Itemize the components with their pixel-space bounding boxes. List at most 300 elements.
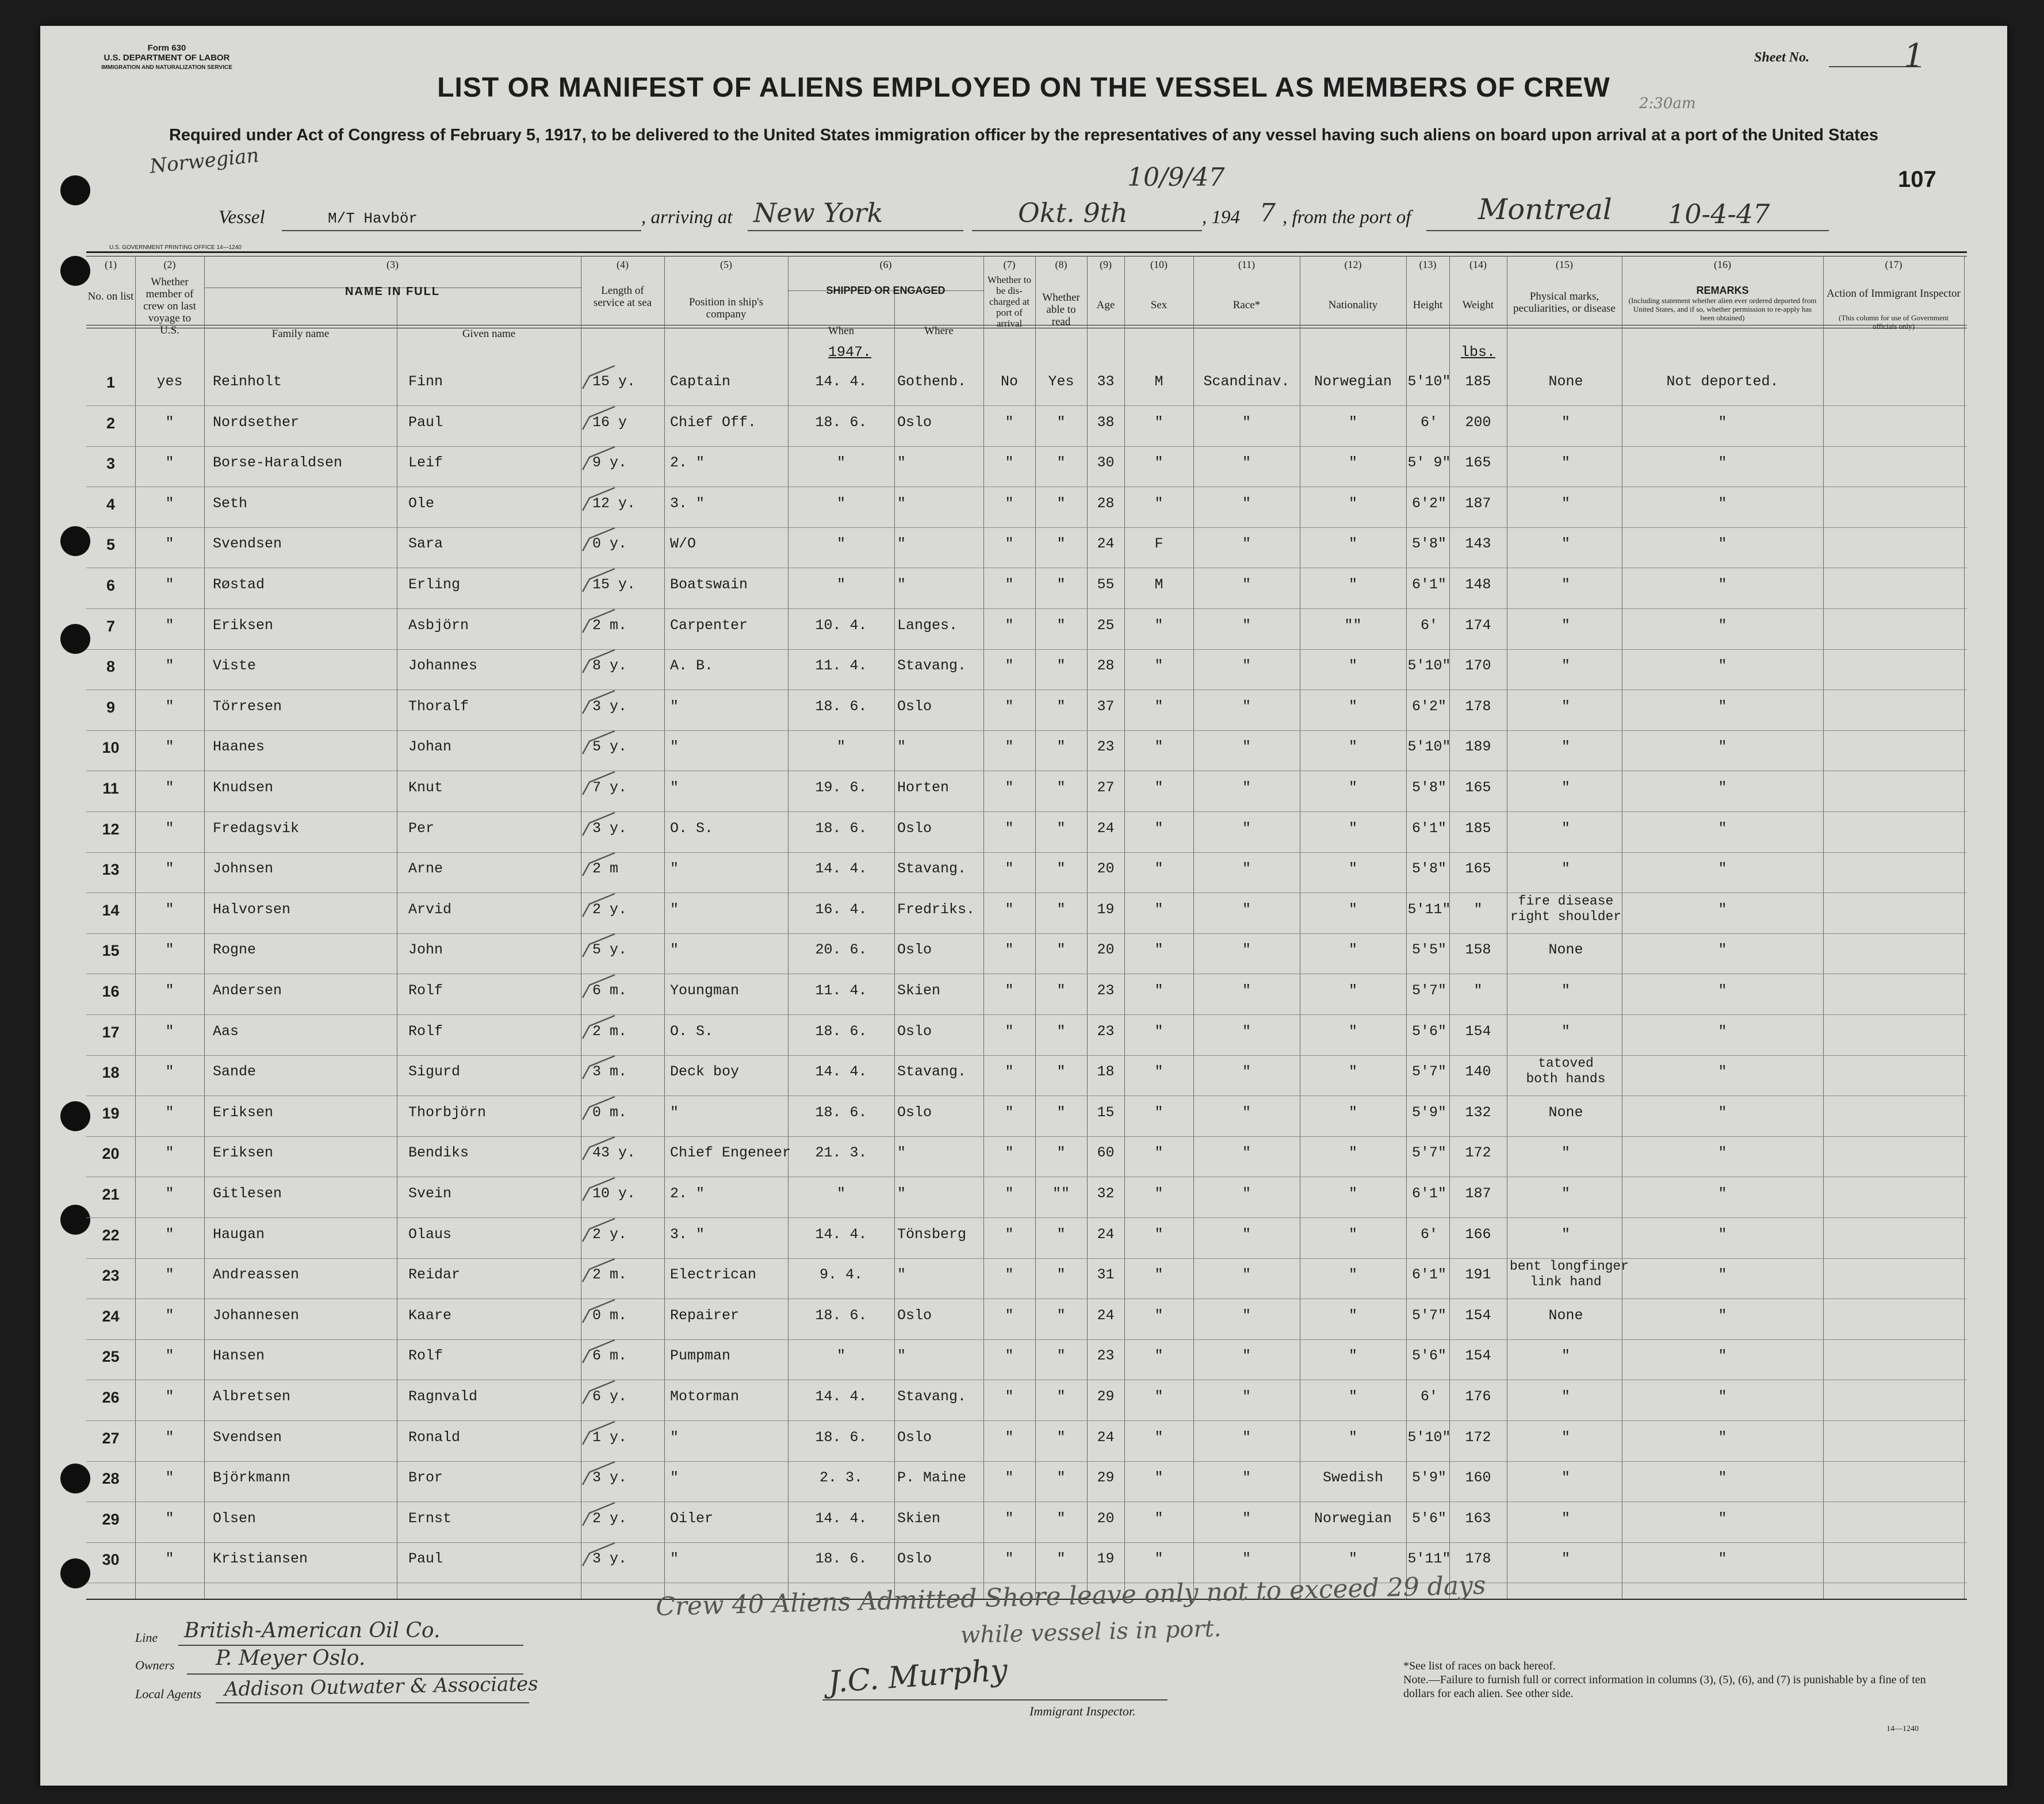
cell-able-read: " [1057, 738, 1066, 756]
cell-height: 5'10" [1407, 657, 1451, 675]
cell-crew-last-voyage: " [165, 1428, 174, 1446]
cell-race: " [1242, 1104, 1251, 1121]
cell-race: " [1242, 982, 1251, 999]
pencil-check-icon [578, 363, 618, 392]
cell-given-name: Finn [408, 373, 443, 390]
cell-family-name: Haanes [213, 738, 265, 756]
cell-able-read: " [1057, 779, 1066, 796]
cell-family-name: Sande [213, 1063, 257, 1081]
cell-race: " [1242, 454, 1251, 472]
cell-length-service: 2 m. [592, 616, 627, 634]
cell-able-read: " [1057, 1266, 1066, 1284]
row-divider [86, 933, 1967, 934]
cell-discharged: " [1005, 657, 1014, 675]
cell-physical-marks: " [1561, 1469, 1570, 1487]
cell-race: " [1242, 941, 1251, 959]
cell-age: 60 [1097, 1144, 1115, 1162]
cell-given-name: Per [408, 819, 435, 837]
cell-length-service: 9 y. [592, 454, 627, 472]
cell-age: 19 [1097, 1550, 1115, 1568]
cell-shipped-where: Stavang. [897, 1063, 967, 1081]
cell-shipped-when: 18. 6. [815, 413, 867, 431]
cell-sex: " [1154, 454, 1163, 472]
cell-remarks: " [1718, 576, 1727, 593]
col-number: (11) [1238, 259, 1256, 270]
pencil-check-icon [578, 1054, 618, 1082]
row-divider [86, 649, 1967, 650]
pencil-check-icon [578, 1013, 618, 1042]
cell-family-name: Eriksen [213, 1144, 274, 1162]
cell-shipped-where: " [897, 576, 906, 593]
cell-height: 5'7" [1411, 982, 1446, 999]
cell-shipped-when: 14. 4. [815, 1510, 867, 1527]
cell-shipped-where: " [897, 495, 906, 512]
cell-crew-last-voyage: " [165, 1550, 174, 1568]
sheet-number-label: Sheet No. [1754, 50, 1809, 65]
cell-shipped-where: Horten [897, 779, 950, 796]
cell-length-service: 3 y. [592, 1550, 627, 1568]
cell-discharged: " [1005, 1469, 1014, 1487]
row-divider [86, 1461, 1967, 1462]
cell-remarks: " [1718, 413, 1727, 431]
cell-shipped-when: 18. 6. [815, 1307, 867, 1324]
cell-crew-last-voyage: " [165, 941, 174, 959]
cell-height: 6'2" [1411, 495, 1446, 512]
cell-family-name: Gitlesen [213, 1185, 282, 1202]
cell-nationality: " [1348, 1307, 1357, 1324]
cell-discharged: " [1005, 941, 1014, 959]
cell-given-name: Ole [408, 495, 435, 512]
cell-shipped-where: " [897, 738, 906, 756]
cell-given-name: Paul [408, 1550, 443, 1568]
cell-shipped-when: 18. 6. [815, 698, 867, 715]
cell-length-service: 3 y. [592, 1469, 627, 1487]
cell-race: " [1242, 1550, 1251, 1568]
cell-length-service: 10 y. [592, 1185, 636, 1202]
row-divider [86, 1055, 1967, 1056]
cell-crew-last-voyage: " [165, 1104, 174, 1121]
cell-shipped-when: 19. 6. [815, 779, 867, 796]
cell-family-name: Björkmann [213, 1469, 291, 1487]
cell-race: " [1242, 495, 1251, 512]
cell-weight: 165 [1465, 779, 1491, 796]
cell-nationality: "" [1344, 616, 1362, 634]
line-value: British-American Oil Co. [184, 1619, 441, 1642]
from-port-value: Montreal [1478, 193, 1612, 226]
cell-race: " [1242, 860, 1251, 878]
cell-discharged: " [1005, 576, 1014, 593]
cell-length-service: 2 m [592, 860, 619, 878]
cell-discharged: " [1005, 1266, 1014, 1284]
cell-shipped-when: 18. 6. [815, 1104, 867, 1121]
cell-discharged: " [1005, 1225, 1014, 1243]
cell-length-service: 0 m. [592, 1104, 627, 1121]
col-number: (9) [1100, 259, 1112, 270]
nationality-annotation: Norwegian [148, 144, 261, 178]
cell-discharged: " [1005, 495, 1014, 512]
cell-length-service: 16 y [592, 413, 627, 431]
owners-value: P. Meyer Oslo. [216, 1646, 366, 1670]
cell-shipped-where: P. Maine [897, 1469, 967, 1487]
cell-remarks: Not deported. [1666, 373, 1779, 390]
cell-family-name: Borse-Haraldsen [213, 454, 343, 472]
cell-weight: 189 [1465, 738, 1491, 756]
cell-able-read: " [1057, 1469, 1066, 1487]
cell-length-service: 6 m. [592, 982, 627, 999]
cell-race: " [1242, 901, 1251, 918]
cell-discharged: " [1005, 1428, 1014, 1446]
line-label: Line [135, 1630, 158, 1645]
cell-crew-last-voyage: " [165, 1185, 174, 1202]
cell-crew-last-voyage: " [165, 1510, 174, 1527]
cell-family-name: Johnsen [213, 860, 274, 878]
cell-crew-last-voyage: " [165, 698, 174, 715]
cell-remarks: " [1718, 901, 1727, 918]
cell-race: " [1242, 1428, 1251, 1446]
cell-shipped-where: " [897, 1185, 906, 1202]
cell-height: 5'6" [1411, 1510, 1446, 1527]
arriving-label: , arriving at [641, 207, 733, 228]
cell-length-service: 3 y. [592, 698, 627, 715]
cell-age: 38 [1097, 413, 1115, 431]
cell-given-name: Johannes [408, 657, 478, 675]
cell-weight: " [1473, 982, 1483, 999]
cell-race: " [1242, 698, 1251, 715]
cell-shipped-when: " [836, 454, 845, 472]
cell-sex: " [1154, 413, 1163, 431]
cell-weight: 154 [1465, 1347, 1491, 1365]
page-stamp: 107 [1898, 167, 1936, 192]
cell-weight: 178 [1465, 1550, 1491, 1568]
cell-length-service: 43 y. [592, 1144, 636, 1162]
cell-age: 24 [1097, 819, 1115, 837]
weight-unit: lbs. [1461, 344, 1496, 361]
cell-family-name: Svendsen [213, 535, 282, 553]
cell-remarks: " [1718, 1307, 1727, 1324]
cell-shipped-where: Oslo [897, 1104, 932, 1121]
pencil-check-icon [578, 1175, 618, 1204]
page-subtitle: Required under Act of Congress of February 5, 1917, to be delivered to the United States immigration officer by the representatives of any vessel having such aliens on board upon arrival at a port of the United States [169, 126, 1879, 144]
header-remarks: REMARKS [1696, 285, 1749, 296]
cell-age: 23 [1097, 1022, 1115, 1040]
cell-discharged: " [1005, 819, 1014, 837]
cell-height: 5'10" [1407, 738, 1451, 756]
cell-shipped-where: " [897, 535, 906, 553]
pencil-check-icon [578, 526, 618, 554]
cell-able-read: Yes [1048, 373, 1074, 390]
cell-race: " [1242, 576, 1251, 593]
cell-sex: " [1154, 698, 1163, 715]
cell-physical-marks: bent longfinger link hand [1510, 1259, 1629, 1290]
pencil-check-icon [578, 566, 618, 595]
cell-physical-marks: " [1561, 1510, 1570, 1527]
pencil-check-icon [578, 1419, 618, 1448]
cell-sex: " [1154, 1266, 1163, 1284]
pencil-check-icon [578, 1216, 618, 1245]
header-action-note: (This column for use of Government officials only) [1839, 313, 1949, 331]
cell-weight: 154 [1465, 1022, 1491, 1040]
cell-race: " [1242, 1022, 1251, 1040]
cell-age: 24 [1097, 1225, 1115, 1243]
row-divider [86, 1136, 1967, 1137]
cell-length-service: 2 m. [592, 1022, 627, 1040]
cell-nationality: " [1348, 1225, 1357, 1243]
cell-given-name: Arne [408, 860, 443, 878]
pencil-check-icon [578, 1460, 618, 1488]
cell-crew-last-voyage: " [165, 495, 174, 512]
cell-height: 5'11" [1407, 901, 1451, 918]
cell-remarks: " [1718, 1510, 1727, 1527]
cell-nationality: " [1348, 901, 1357, 918]
cell-nationality: Swedish [1322, 1469, 1384, 1487]
cell-discharged: No [1000, 373, 1018, 390]
cell-discharged: " [1005, 413, 1014, 431]
cell-age: 15 [1097, 1104, 1115, 1121]
cell-discharged: " [1005, 1022, 1014, 1040]
cell-physical-marks: " [1561, 576, 1570, 593]
cell-remarks: " [1718, 941, 1727, 959]
header-given-name: Given name [462, 328, 516, 340]
cell-crew-last-voyage: yes [156, 373, 183, 390]
cell-weight: 185 [1465, 819, 1491, 837]
cell-position: " [670, 901, 679, 918]
cell-shipped-where: Stavang. [897, 1388, 967, 1405]
row-number: 2 [106, 414, 116, 432]
cell-nationality: " [1348, 779, 1357, 796]
cell-family-name: Rogne [213, 941, 257, 959]
form-identification [92, 43, 242, 72]
header-no-on-list: No. on list [87, 290, 134, 302]
row-divider [86, 1217, 1967, 1218]
cell-height: 6' [1420, 1388, 1438, 1405]
header-length-service: Length of service at sea [593, 285, 652, 309]
cell-family-name: Nordsether [213, 413, 300, 431]
cell-able-read: " [1057, 1510, 1066, 1527]
cell-remarks: " [1718, 1022, 1727, 1040]
cell-age: 25 [1097, 616, 1115, 634]
cell-remarks: " [1718, 819, 1727, 837]
printing-office-note: U.S. GOVERNMENT PRINTING OFFICE 14—1240 [109, 244, 242, 251]
cell-discharged: " [1005, 1104, 1014, 1121]
cell-shipped-when: " [836, 535, 845, 553]
cell-given-name: Arvid [408, 901, 452, 918]
cell-position: " [670, 1550, 679, 1568]
cell-position: 3. " [670, 1225, 705, 1243]
row-divider [86, 852, 1967, 853]
cell-physical-marks: " [1561, 616, 1570, 634]
cell-height: 5'9" [1411, 1469, 1446, 1487]
cell-height: 5'8" [1411, 779, 1446, 796]
cell-shipped-where: Oslo [897, 941, 932, 959]
cell-family-name: Haugan [213, 1225, 265, 1243]
pencil-check-icon [578, 1541, 618, 1569]
cell-height: 6' [1420, 413, 1438, 431]
cell-given-name: Bendiks [408, 1144, 469, 1162]
row-number: 30 [102, 1551, 120, 1569]
cell-physical-marks: " [1561, 738, 1570, 756]
cell-height: 6'1" [1411, 819, 1446, 837]
cell-shipped-when: " [836, 576, 845, 593]
cell-position: " [670, 779, 679, 796]
cell-weight: 191 [1465, 1266, 1491, 1284]
cell-sex: " [1154, 1144, 1163, 1162]
cell-race: Scandinav. [1203, 373, 1290, 390]
cell-family-name: Halvorsen [213, 901, 291, 918]
cell-height: 5'7" [1411, 1307, 1446, 1324]
service-name: IMMIGRATION AND NATURALIZATION SERVICE [101, 64, 232, 71]
cell-length-service: 0 m. [592, 1307, 627, 1324]
header-shipped-engaged: SHIPPED OR ENGAGED [826, 285, 946, 296]
row-divider [86, 446, 1967, 447]
cell-physical-marks: " [1561, 779, 1570, 796]
cell-weight: 160 [1465, 1469, 1491, 1487]
cell-able-read: " [1057, 1388, 1066, 1405]
cell-physical-marks: " [1561, 413, 1570, 431]
cell-position: O. S. [670, 819, 714, 837]
cell-race: " [1242, 1144, 1251, 1162]
cell-crew-last-voyage: " [165, 982, 174, 999]
cell-discharged: " [1005, 1347, 1014, 1365]
cell-position: " [670, 738, 679, 756]
agents-label: Local Agents [135, 1687, 202, 1701]
cell-physical-marks: None [1548, 1104, 1583, 1121]
cell-able-read: " [1057, 1144, 1066, 1162]
cell-family-name: Johannesen [213, 1307, 300, 1324]
cell-position: Oiler [670, 1510, 714, 1527]
cell-position: Chief Off. [670, 413, 757, 431]
cell-shipped-where: Oslo [897, 698, 932, 715]
cell-age: 18 [1097, 1063, 1115, 1081]
cell-given-name: Erling [408, 576, 461, 593]
cell-physical-marks: " [1561, 535, 1570, 553]
cell-length-service: 15 y. [592, 576, 636, 593]
cell-physical-marks: None [1548, 373, 1583, 390]
cell-shipped-when: " [836, 1185, 845, 1202]
cell-weight: 174 [1465, 616, 1491, 634]
pencil-check-icon [578, 891, 618, 920]
cell-nationality: " [1348, 738, 1357, 756]
cell-able-read: " [1057, 860, 1066, 878]
cell-age: 29 [1097, 1388, 1115, 1405]
cell-length-service: 3 m. [592, 1063, 627, 1081]
row-number: 10 [102, 739, 120, 757]
cell-shipped-where: Gothenb. [897, 373, 967, 390]
cell-position: Youngman [670, 982, 740, 999]
cell-weight: " [1473, 901, 1483, 918]
cell-sex: " [1154, 616, 1163, 634]
cell-remarks: " [1718, 698, 1727, 715]
cell-position: Deck boy [670, 1063, 740, 1081]
cell-physical-marks: " [1561, 1225, 1570, 1243]
pencil-check-icon [578, 810, 618, 839]
cell-discharged: " [1005, 738, 1014, 756]
cell-discharged: " [1005, 616, 1014, 634]
row-number: 17 [102, 1023, 120, 1041]
cell-family-name: Fredagsvik [213, 819, 300, 837]
cell-shipped-when: " [836, 495, 845, 512]
cell-nationality: " [1348, 1428, 1357, 1446]
row-divider [86, 811, 1967, 812]
cell-race: " [1242, 1063, 1251, 1081]
year-prefix: , 194 [1202, 207, 1240, 228]
cell-shipped-when: 9. 4. [819, 1266, 863, 1284]
cell-sex: " [1154, 1104, 1163, 1121]
pencil-check-icon [578, 404, 618, 433]
cell-family-name: Reinholt [213, 373, 282, 390]
cell-crew-last-voyage: " [165, 860, 174, 878]
vessel-label: Vessel [219, 207, 265, 228]
cell-shipped-when: 11. 4. [815, 657, 867, 675]
cell-physical-marks: " [1561, 1347, 1570, 1365]
cell-able-read: " [1057, 941, 1066, 959]
arriving-value: New York [753, 197, 883, 228]
cell-physical-marks: " [1561, 657, 1570, 675]
cell-length-service: 2 y. [592, 1225, 627, 1243]
row-number: 4 [106, 495, 116, 513]
cell-position: Carpenter [670, 616, 748, 634]
cell-nationality: " [1348, 413, 1357, 431]
cell-sex: " [1154, 657, 1163, 675]
cell-nationality: " [1348, 860, 1357, 878]
admission-note-line2: while vessel is in port. [960, 1615, 1222, 1649]
cell-given-name: Paul [408, 413, 443, 431]
row-number: 6 [106, 577, 116, 594]
cell-sex: " [1154, 941, 1163, 959]
cell-length-service: 2 m. [592, 1266, 627, 1284]
cell-shipped-when: " [836, 738, 845, 756]
cell-height: 5' 9" [1407, 454, 1451, 472]
form-number: Form 630 [147, 43, 186, 53]
cell-physical-marks: " [1561, 860, 1570, 878]
cell-nationality: " [1348, 454, 1357, 472]
cell-sex: " [1154, 860, 1163, 878]
cell-race: " [1242, 1307, 1251, 1324]
row-number: 21 [102, 1186, 120, 1203]
cell-age: 33 [1097, 373, 1115, 390]
row-number: 24 [102, 1307, 120, 1325]
cell-given-name: Thoralf [408, 698, 469, 715]
cell-age: 28 [1097, 495, 1115, 512]
cell-nationality: " [1348, 495, 1357, 512]
cell-position: " [670, 1428, 679, 1446]
cell-position: Boatswain [670, 576, 748, 593]
cell-nationality: " [1348, 657, 1357, 675]
cell-weight: 132 [1465, 1104, 1491, 1121]
row-number: 27 [102, 1429, 120, 1447]
cell-nationality: " [1348, 1347, 1357, 1365]
cell-age: 55 [1097, 576, 1115, 593]
cell-able-read: " [1057, 616, 1066, 634]
cell-nationality: " [1348, 698, 1357, 715]
row-divider [86, 608, 1967, 609]
cell-length-service: 2 y. [592, 1510, 627, 1527]
cell-length-service: 1 y. [592, 1428, 627, 1446]
col-number: (12) [1344, 259, 1362, 270]
cell-remarks: " [1718, 860, 1727, 878]
cell-position: W/O [670, 535, 696, 553]
pencil-check-icon [578, 445, 618, 473]
cell-able-read: " [1057, 1063, 1066, 1081]
cell-nationality: " [1348, 819, 1357, 837]
cell-position: Pumpman [670, 1347, 731, 1365]
cell-position: 2. " [670, 1185, 705, 1202]
cell-shipped-where: Skien [897, 1510, 941, 1527]
cell-age: 28 [1097, 657, 1115, 675]
cell-height: 5'11" [1407, 1550, 1451, 1568]
cell-length-service: 6 m. [592, 1347, 627, 1365]
page-title: LIST OR MANIFEST OF ALIENS EMPLOYED ON THE VESSEL AS MEMBERS OF CREW [437, 72, 1610, 103]
cell-race: " [1242, 1185, 1251, 1202]
